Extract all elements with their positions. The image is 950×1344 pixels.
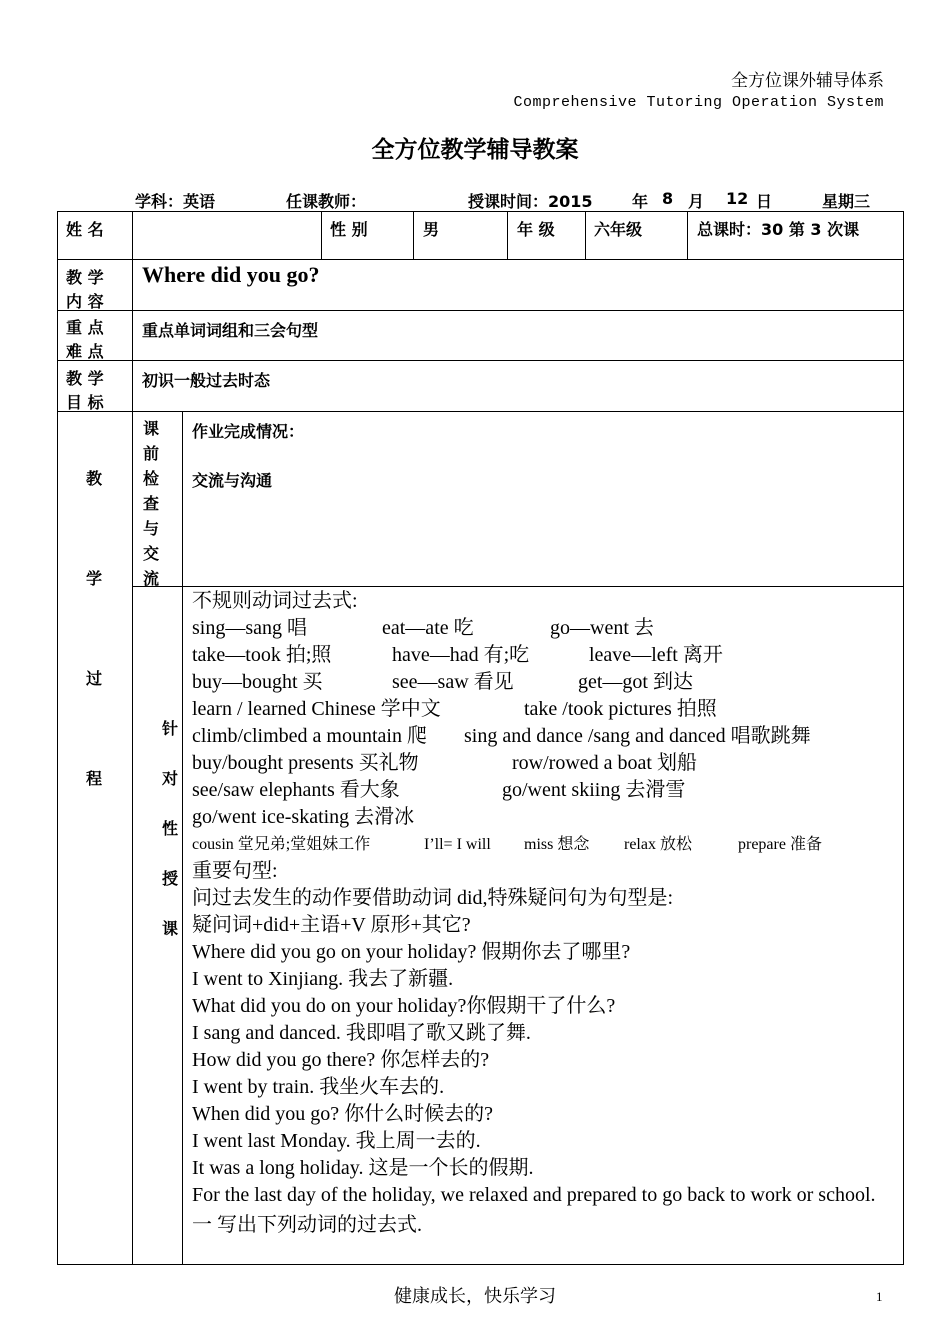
lesson-line: I went last Monday. 我上周一去的.	[192, 1130, 481, 1152]
communicate-label: 交流与沟通	[192, 471, 273, 490]
check-char: 交	[142, 544, 159, 563]
lesson-line: Where did you go on your holiday? 假期你去了哪里?	[192, 941, 631, 963]
vocab-line	[192, 831, 898, 858]
teacher-label: 任课教师：	[286, 192, 367, 211]
lesson-line: 重要句型:	[192, 860, 278, 882]
gender-label: 性 别	[330, 220, 368, 239]
lesson-line	[192, 750, 898, 777]
vocab-item: prepare 准备	[738, 836, 822, 853]
exercise-heading: 一 写出下列动词的过去式.	[192, 1214, 422, 1236]
lesson-line: How did you go there? 你怎样去的?	[192, 1049, 490, 1071]
time-label: 授课时间：2015	[468, 192, 593, 211]
verb-pair: sing—sang 唱	[192, 617, 307, 639]
check-char: 前	[142, 444, 159, 463]
process-char-3: 过	[85, 669, 102, 688]
phrase: take /took pictures 拍照	[524, 698, 717, 720]
year-label: 年	[632, 192, 649, 211]
phrase: row/rowed a boat 划船	[512, 752, 697, 774]
phrase: go/went skiing 去滑雪	[502, 779, 686, 801]
subject-label: 学科：英语	[135, 192, 216, 211]
footer-motto: 健康成长，快乐学习	[394, 1286, 556, 1307]
lesson-line: 疑问词+did+主语+V 原形+其它?	[192, 914, 471, 936]
lesson-topic: Where did you go?	[142, 262, 320, 287]
lesson-line: What did you do on your holiday?你假期干了什么?	[192, 995, 616, 1017]
goal-label	[66, 367, 104, 415]
weekday-label: 星期三	[822, 192, 871, 211]
lesson-line: go/went ice-skating 去滑冰	[192, 806, 415, 828]
phrase: sing and dance /sang and danced 唱歌跳舞	[464, 725, 811, 747]
targeted-char-3: 性	[161, 819, 178, 838]
vocab-item: cousin 堂兄弟;堂姐妹工作	[192, 836, 371, 853]
keypoint-label	[66, 316, 104, 364]
keypoint-label-line1: 重 点	[66, 318, 104, 337]
lesson-line	[192, 669, 898, 696]
content-label	[66, 266, 104, 314]
lesson-line	[192, 696, 898, 723]
targeted-char-5: 课	[161, 919, 178, 938]
content-label-line2: 内 容	[66, 292, 104, 311]
total-hours: 总课时：30 第 3 次课	[697, 220, 860, 239]
lesson-line	[192, 615, 898, 642]
lesson-line: 问过去发生的动作要借助动词 did,特殊疑问句为句型是:	[192, 887, 674, 909]
lesson-line: 不规则动词过去式:	[192, 590, 358, 612]
vocab-item: I’ll= I will	[424, 836, 491, 853]
day-number: 12	[726, 189, 749, 208]
phrase: see/saw elephants 看大象	[192, 779, 400, 801]
phrase: climb/climbed a mountain 爬	[192, 725, 427, 747]
check-char: 检	[142, 469, 159, 488]
page-title: 全方位教学辅导教案	[371, 137, 579, 163]
content-label-line1: 教 学	[66, 268, 104, 287]
lesson-line: For the last day of the holiday, we relaxed and prepared to go back to work or school.	[192, 1184, 876, 1206]
check-char: 流	[142, 569, 159, 588]
targeted-char-2: 对	[161, 769, 178, 788]
targeted-char-4: 授	[161, 869, 178, 888]
vocab-item: relax 放松	[624, 836, 692, 853]
verb-pair: buy—bought 买	[192, 671, 323, 693]
grade-label: 年 级	[517, 220, 555, 239]
goal-label-line1: 教 学	[66, 369, 104, 388]
goal-value: 初识一般过去时态	[142, 371, 271, 390]
check-char: 查	[142, 494, 159, 513]
keypoint-label-line2: 难 点	[66, 342, 104, 361]
name-label: 姓 名	[66, 220, 104, 239]
check-char: 与	[142, 519, 159, 538]
lesson-line	[192, 777, 898, 804]
verb-pair: go—went 去	[550, 617, 654, 639]
check-label	[141, 416, 161, 591]
verb-pair: leave—left 离开	[589, 644, 723, 666]
process-char-4: 程	[85, 769, 102, 788]
process-char-1: 教	[85, 469, 102, 488]
lesson-line: It was a long holiday. 这是一个长的假期.	[192, 1157, 534, 1179]
lesson-line: I went to Xinjiang. 我去了新疆.	[192, 968, 454, 990]
lesson-line: I went by train. 我坐火车去的.	[192, 1076, 445, 1098]
homework-label: 作业完成情况：	[192, 422, 305, 441]
phrase: learn / learned Chinese 学中文	[192, 698, 441, 720]
lesson-line	[192, 723, 898, 750]
month-label: 月	[688, 192, 705, 211]
page-number: 1	[876, 1289, 883, 1304]
lesson-line: When did you go? 你什么时候去的?	[192, 1103, 494, 1125]
verb-pair: eat—ate 吃	[382, 617, 474, 639]
verb-pair: have—had 有;吃	[392, 644, 530, 666]
vocab-item: miss 想念	[524, 836, 590, 853]
system-name-en: Comprehensive Tutoring Operation System	[513, 94, 884, 111]
lesson-line: I sang and danced. 我即唱了歌又跳了舞.	[192, 1022, 531, 1044]
check-char: 课	[142, 419, 159, 438]
lesson-line	[192, 642, 898, 669]
goal-label-line2: 目 标	[66, 393, 104, 412]
lesson-content	[192, 588, 898, 1239]
verb-pair: get—got 到达	[578, 671, 693, 693]
month-number: 8	[662, 189, 674, 208]
system-name-cn: 全方位课外辅导体系	[731, 71, 884, 91]
verb-pair: take—took 拍;照	[192, 644, 332, 666]
grade-value: 六年级	[594, 220, 643, 239]
process-char-2: 学	[85, 569, 102, 588]
gender-value: 男	[423, 220, 440, 239]
phrase: buy/bought presents 买礼物	[192, 752, 419, 774]
day-label: 日	[756, 192, 773, 211]
targeted-char-1: 针	[161, 719, 178, 738]
keypoint-value: 重点单词词组和三会句型	[142, 321, 319, 340]
verb-pair: see—saw 看见	[392, 671, 514, 693]
